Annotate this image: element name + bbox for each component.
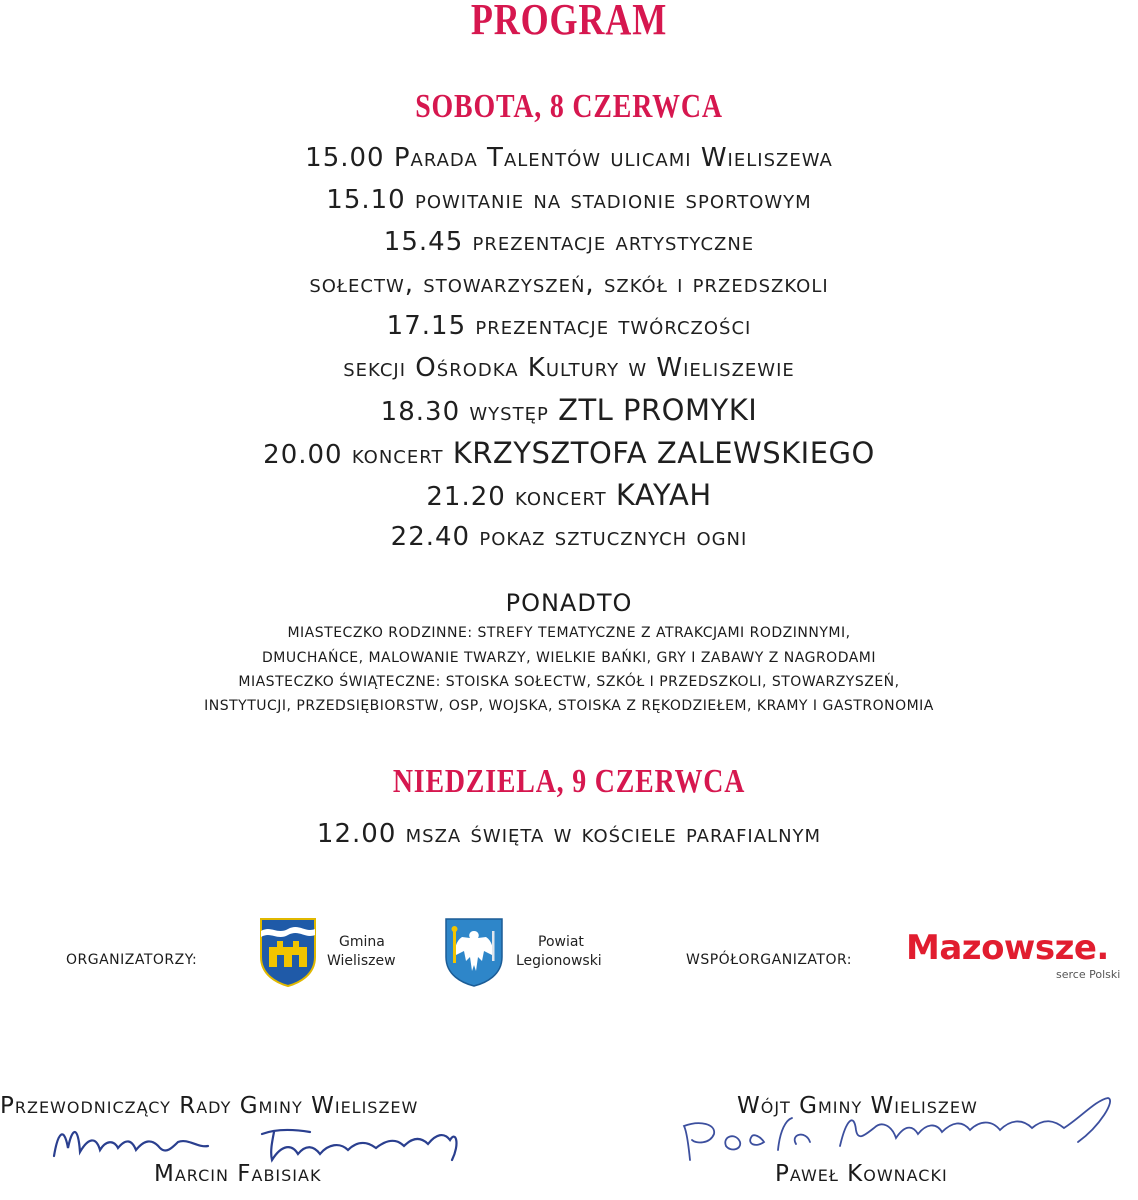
ponadto-line: MIASTECZKO RODZINNE: STREFY TEMATYCZNE Z ATRAKCJAMI RODZINNYMI, [287,625,851,641]
program-line: 22.40 pokaz sztucznych ogni [390,522,748,552]
powiat-name: Powiat Legionowski [516,934,602,969]
right-signatory-role: Wójt Gminy Wieliszew [737,1093,978,1119]
program-line: 21.20 koncert KAYAH [426,478,712,512]
program-line: 15.10 powitanie na stadionie sportowym [326,185,812,215]
ponadto-line: DMUCHAŃCE, MALOWANIE TWARZY, WIELKIE BAŃKI, GRY I ZABAWY Z NAGRODAMI [261,650,877,666]
left-signatory-name: Marcin Fabisiak [154,1161,322,1187]
page-title: PROGRAM [470,0,668,44]
performer-name: ZTL PROMYKI [558,393,758,427]
ponadto-line: INSTYTUCJI, PRZEDSIĘBIORSTW, OSP, WOJSKA, STOISKA Z RĘKODZIEŁEM, KRAMY I GASTRONOMIA [204,698,934,714]
right-handwritten-signature [660,1090,1120,1170]
right-signatory-name: Paweł Kownacki [775,1161,948,1187]
saturday-heading: SOBOTA, 8 CZERWCA [415,88,723,125]
powiat-legionowski-crest [444,917,504,987]
performer-name: KRZYSZTOFA ZALEWSKIEGO [452,436,875,470]
coorganizer-label: WSPÓŁORGANIZATOR: [686,952,852,968]
ponadto-heading: PONADTO [505,589,633,617]
left-signatory-role: Przewodniczący Rady Gminy Wieliszew [0,1093,419,1119]
sunday-heading: NIEDZIELA, 9 CZERWCA [392,763,746,800]
gmina-name: Gmina Wieliszew [327,934,396,969]
mazowsze-tagline: serce Polski [1056,968,1121,981]
program-line: 17.15 prezentacje twórczości [386,311,752,341]
program-line: 12.00 msza święta w kościele parafialnym [316,819,822,849]
program-line: 15.00 Parada Talentów ulicami Wieliszewa [305,143,833,173]
program-line: sołectw, stowarzyszeń, szkół i przedszkoli [309,269,829,299]
program-line: sekcji Ośrodka Kultury w Wieliszewie [343,353,795,383]
mazowsze-logo: Mazowsze. [906,928,1109,968]
organizers-label: ORGANIZATORZY: [66,952,198,968]
program-line: 20.00 koncert KRZYSZTOFA ZALEWSKIEGO [263,436,875,470]
program-line: 18.30 występ ZTL PROMYKI [380,393,758,427]
performer-name: KAYAH [615,478,712,512]
program-line: 15.45 prezentacje artystyczne [383,227,755,257]
ponadto-line: MIASTECZKO ŚWIĄTECZNE: STOISKA SOŁECTW, SZKÓŁ I PRZEDSZKOLI, STOWARZYSZEŃ, [238,674,900,690]
gmina-wieliszew-crest [259,917,317,987]
